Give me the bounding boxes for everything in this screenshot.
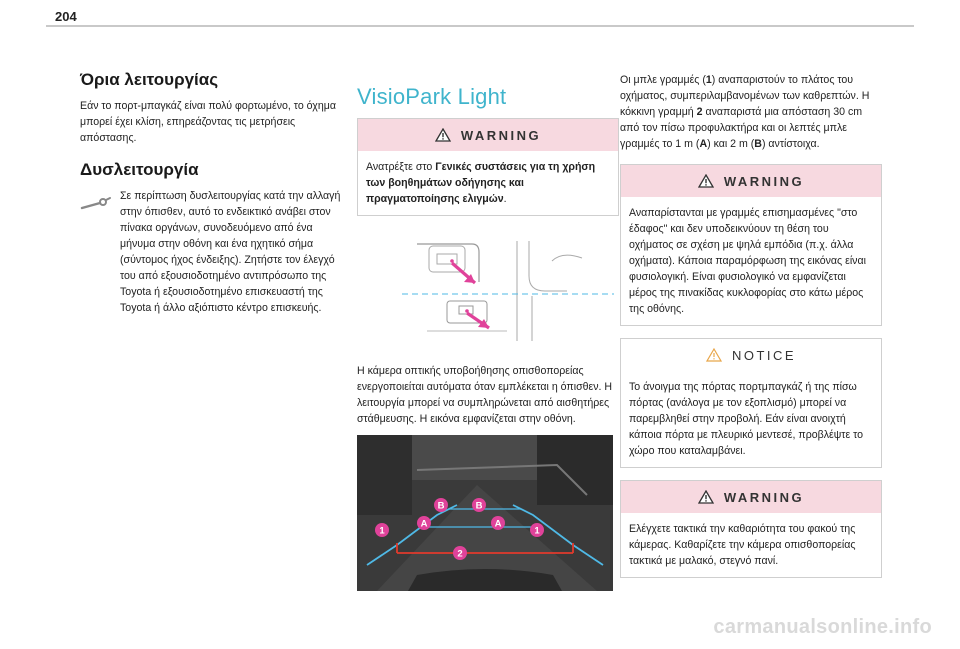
- warning-header: [621, 481, 881, 513]
- svg-text:A: A: [494, 518, 502, 530]
- watermark: carmanualsonline.info: [713, 616, 932, 638]
- column-left: [80, 70, 342, 316]
- tow-hook-icon: [80, 194, 112, 214]
- notice-title: NOTICE: [731, 347, 797, 363]
- warning-box-general: [357, 118, 619, 216]
- warning-box-cleaning: [620, 480, 882, 578]
- top-divider: [46, 25, 914, 27]
- rear-camera-view: [357, 435, 613, 591]
- warning-header: [358, 119, 618, 151]
- warning-header: [621, 165, 881, 197]
- svg-text:1: 1: [534, 525, 540, 537]
- svg-text:B: B: [437, 500, 445, 512]
- warning-text-end: .: [503, 193, 507, 205]
- camera-location-diagram: [357, 236, 619, 348]
- warning-body: [358, 151, 618, 215]
- camera-description: Η κάμερα οπτικής υποβοήθησης οπισθοπορείας ενεργοποιείται αυτόματα όταν εμπλέκεται η όπισθεν. Η λειτουργία μπορεί να συμπληρώνεται από αισθητήρες στάθμευσης. Η εικόνα εμφανίζεται στην οθόνη.: [357, 365, 613, 425]
- malfunction-text: Σε περίπτωση δυσλειτουργίας κατά την αλλαγή στην όπισθεν, αυτό το ενδεικτικό ανάβει στον πίνακα οργάνων, συνοδευόμενο από ένα μήνυμα στην οθόνη και ένα ηχητικό σήμα (σύντομος ήχος ένδειξης). Ζητήστε τον έλεγχό του από εξουσιοδοτημένο αντιπρόσωπο της Toyota ή εξουσιοδοτημένο επισκευαστή της Toyota ή άλλο αξιόπιστο κέντρο επισκευής.: [120, 190, 341, 314]
- svg-text:B: B: [475, 500, 483, 512]
- visiopark-heading: VisioPark Light: [357, 84, 507, 109]
- limits-text: Εάν το πορτ-μπαγκάζ είναι πολύ φορτωμένο, το όχημα μπορεί έχει κλίση, επηρεάζοντας τις μετρήσεις απόστασης.: [80, 100, 336, 144]
- warning-text-plain: Ανατρέξτε στο: [366, 161, 436, 173]
- callout-1-left: [375, 523, 389, 537]
- warning-body: Αναπαρίστανται με γραμμές επισημασμένες "στο έδαφος" και δεν υποδεικνύουν τη θέση του οχήματος σε σχέση με ψηλά εμπόδια (π.χ. άλλα οχήματα). Κάποια παραμόρφωση της εικόνας είναι φυσιολογική. Είναι φυσιολογικό να εμφανίζεται μέρος της πινακίδας κυκλοφορίας στο κάτω μέρος της οθόνης.: [629, 207, 866, 315]
- svg-text:2: 2: [457, 548, 463, 560]
- guide-lines-intro: Οι μπλε γραμμές (1) αναπαριστούν το πλάτος του οχήματος, συμπεριλαμβανομένων των καθρεπτών. Η κόκκινη γραμμή 2 αναπαριστά μια απόσταση 30 cm από τον πίσω προφυλακτήρα και οι λεπτές μπλε γραμμές το 1 m (A) και 2 m (B) αντίστοιχα.: [620, 74, 870, 150]
- notice-header: [621, 339, 881, 371]
- callout-a-right: [491, 516, 505, 530]
- warning-title: WARNING: [723, 173, 805, 189]
- callout-a-left: [417, 516, 431, 530]
- warning-triangle-icon: [698, 174, 714, 188]
- column-right: [620, 72, 882, 590]
- column-middle: [357, 84, 619, 596]
- warning-title: WARNING: [460, 127, 542, 143]
- limits-heading: Όρια λειτουργίας: [80, 70, 219, 89]
- malfunction-intro: [80, 188, 342, 316]
- warning-triangle-icon: [698, 490, 714, 504]
- warning-link-text: Γενικές συστάσεις για τη χρήση των βοηθημάτων οδήγησης και πραγματοποίησης ελιγμών: [366, 161, 596, 205]
- page-number: 204: [55, 9, 77, 24]
- callout-b-left: [434, 498, 448, 512]
- callout-2: [453, 546, 467, 560]
- notice-triangle-icon: [706, 348, 722, 362]
- callout-1-right: [530, 523, 544, 537]
- notice-body: Το άνοιγμα της πόρτας πορτμπαγκάζ ή της πίσω πόρτας (ανάλογα με τον εξοπλισμό) μπορεί να παρεμβληθεί στην προβολή. Εάν είναι ανοιχτή κάποια πόρτα με πλευρικό μεντεσέ, προβλέψτε το χώρο που καταλαμβάνει.: [629, 381, 864, 457]
- svg-text:1: 1: [379, 525, 385, 537]
- callout-b-right: [472, 498, 486, 512]
- malfunction-heading: Δυσλειτουργία: [80, 160, 199, 179]
- warning-body: Ελέγχετε τακτικά την καθαριότητα του φακού της κάμερας. Καθαρίζετε την κάμερα οπισθοπορείας τακτικά με μαλακό, στεγνό πανί.: [629, 523, 856, 567]
- warning-title: WARNING: [723, 489, 805, 505]
- warning-box-ground-lines: [620, 164, 882, 326]
- svg-text:A: A: [420, 518, 428, 530]
- notice-box: [620, 338, 882, 468]
- warning-triangle-icon: [435, 128, 451, 142]
